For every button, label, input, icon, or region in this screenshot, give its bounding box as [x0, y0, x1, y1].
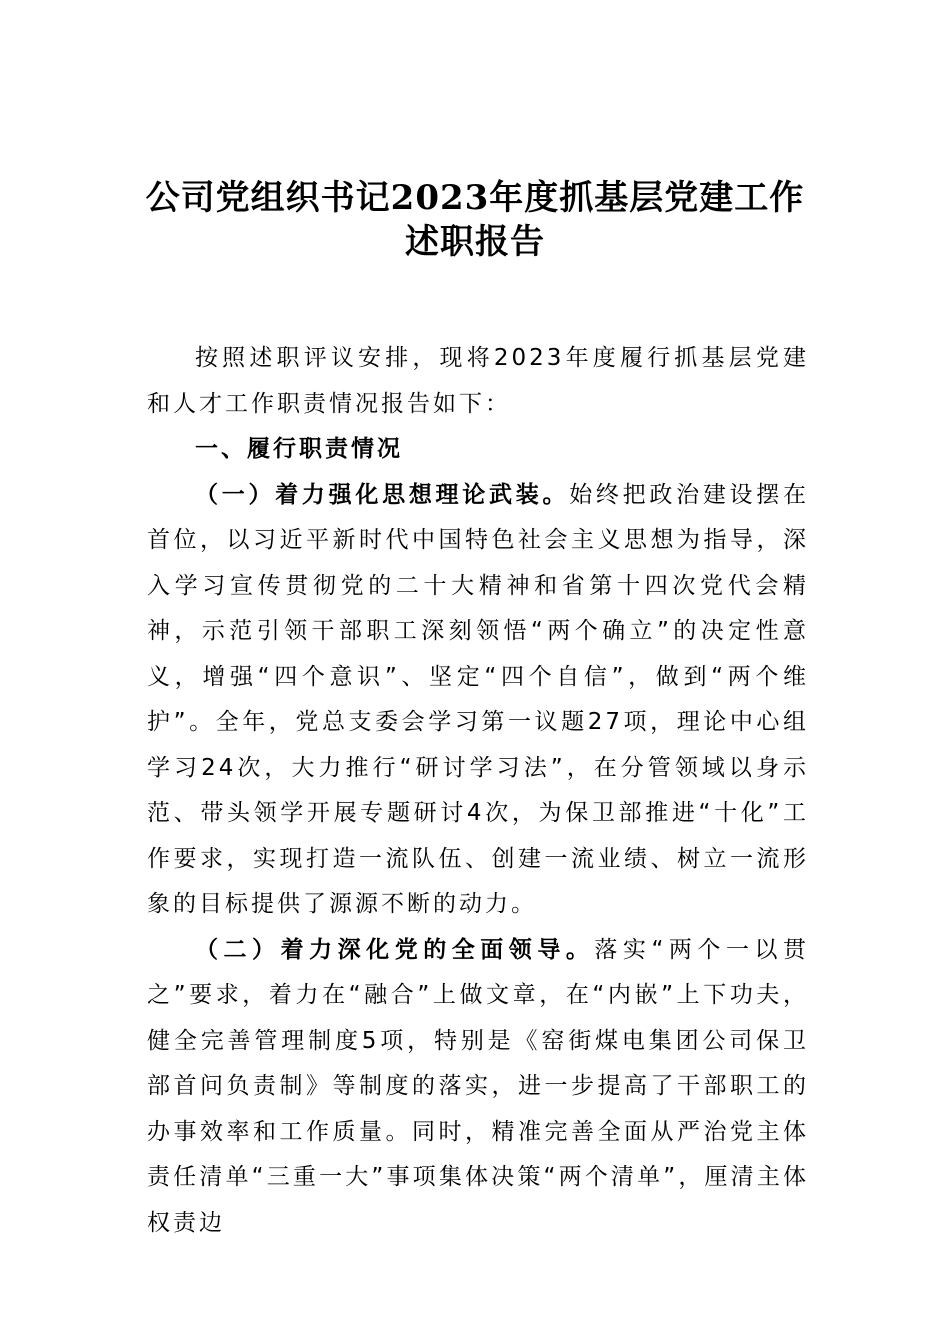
document-title-line1: 公司党组织书记2023年度抓基层党建工作 — [145, 178, 805, 218]
document-title-line2: 述职报告 — [405, 222, 545, 262]
paragraph-1 — [147, 473, 809, 928]
paragraph-1-body: 始终把政治建设摆在首位，以习近平新时代中国特色社会主义思想为指导，深入学习宣传贯彻党的二十大精神和省第十四次党代会精神，示范引领干部职工深刻领悟“两个确立”的决定性意义，增强“四个意识”、坚定“四个自信”，做到“两个维护”。全年，党总支委会学习第一议题27项，理论中心组学习24次，大力推行“研讨学习法”，在分管领域以身示范、带头领学开展专题研讨4次，为保卫部推进“十化”工作要求，实现打造一流队伍、创建一流业绩、树立一流形象的目标提供了源源不断的动力。 — [147, 481, 810, 917]
paragraph-2-lead: （二）着力深化党的全面领导。 — [195, 936, 595, 963]
paragraph-2-body: 落实“两个一以贯之”要求，着力在“融合”上做文章，在“内嵌”上下功夫，健全完善管理制度5项，特别是《窑街煤电集团公司保卫部首问负责制》等制度的落实，进一步提高了干部职工的办事效率和工作质量。同时，精准完善全面从严治党主体责任清单“三重一大”事项集体决策“两个清单”，厘清主体权责边 — [147, 936, 809, 1236]
document-body — [147, 336, 809, 1246]
paragraph-2 — [147, 928, 809, 1247]
intro-paragraph: 按照述职评议安排，现将2023年度履行抓基层党建和人才工作职责情况报告如下： — [147, 345, 809, 417]
paragraph-1-lead: （一）着力强化思想理论武装。 — [195, 481, 570, 508]
section-heading: 一、履行职责情况 — [195, 436, 403, 462]
